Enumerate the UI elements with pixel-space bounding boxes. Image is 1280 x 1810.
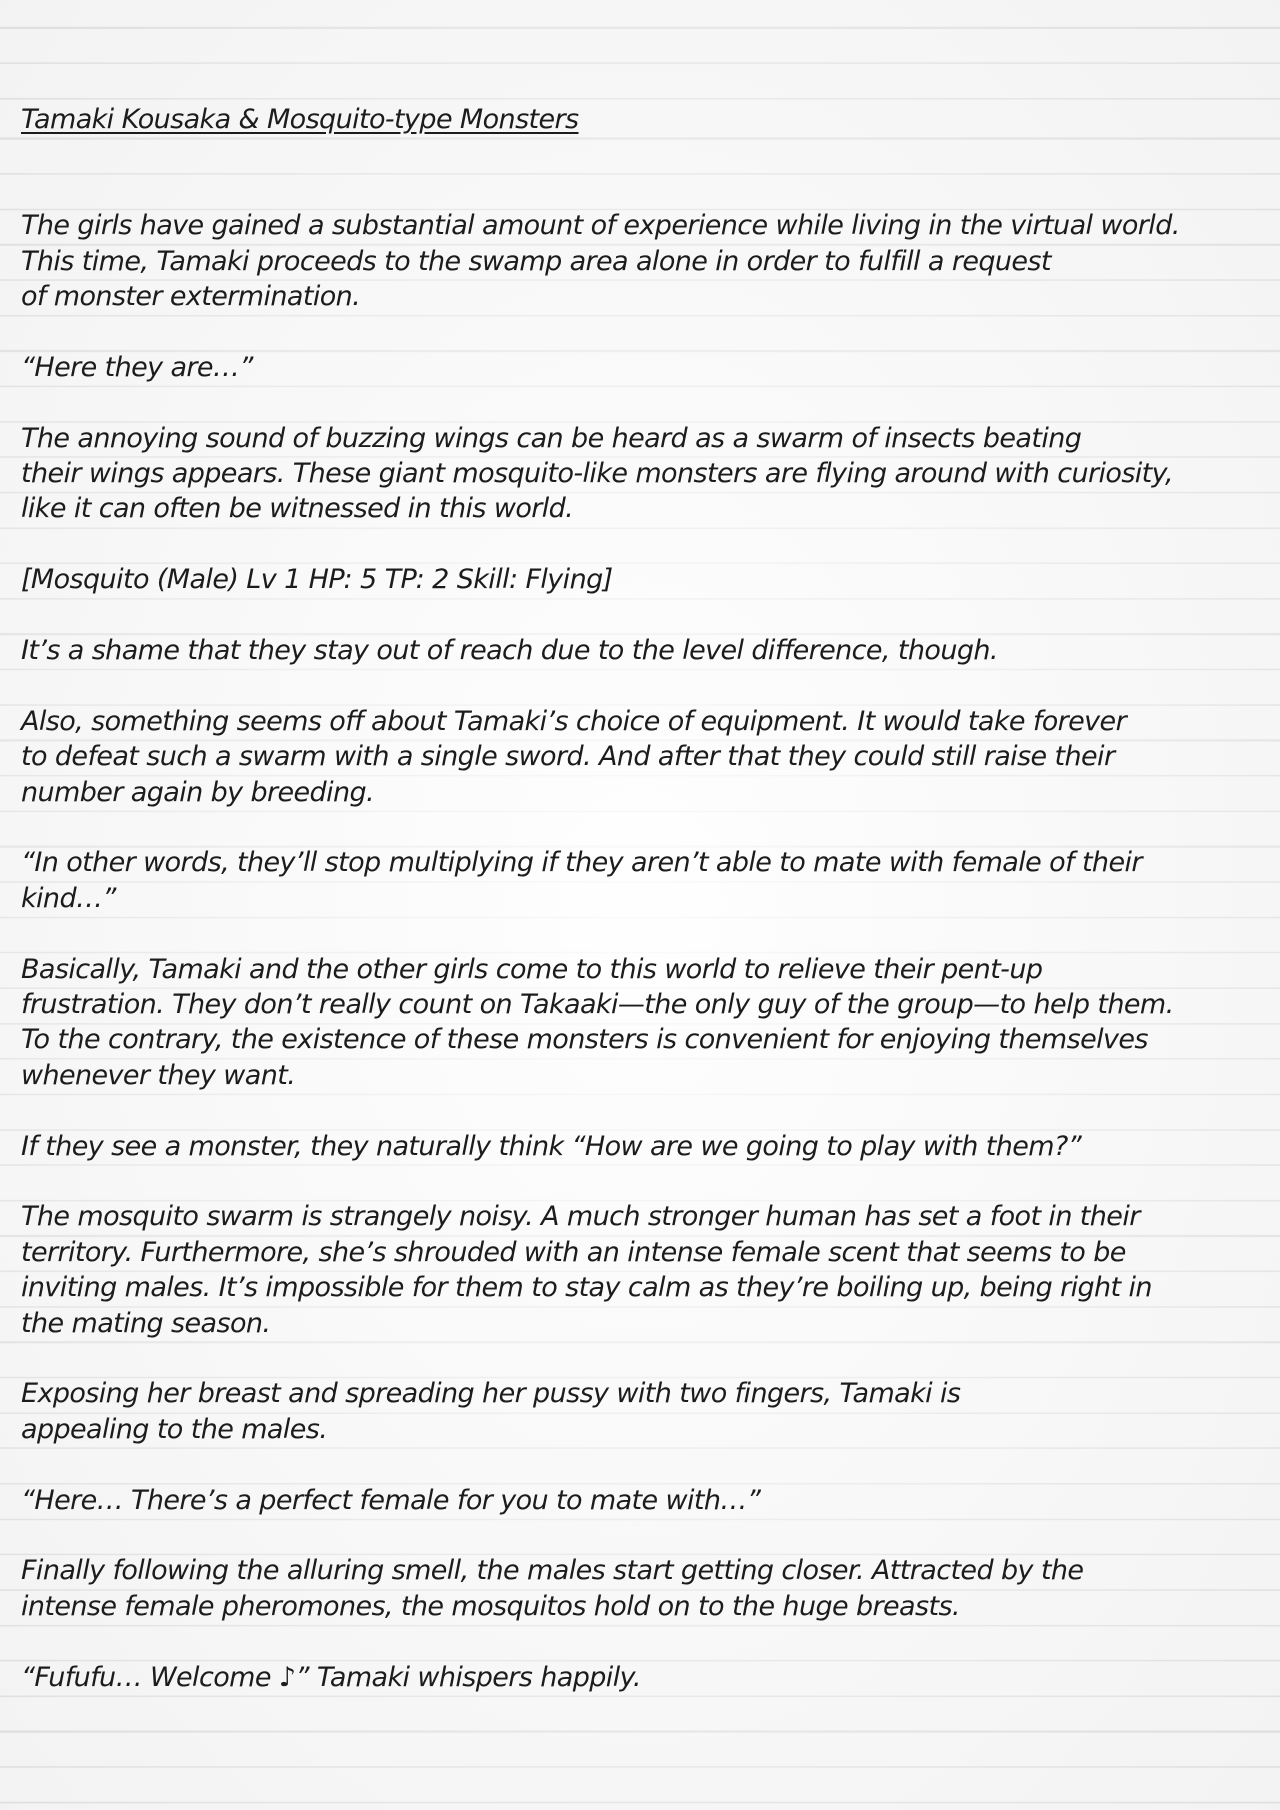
text-line: appealing to the males. xyxy=(21,1413,328,1445)
paragraph xyxy=(21,704,1261,810)
text-line: [Mosquito (Male) Lv 1 HP: 5 TP: 2 Skill: Flying] xyxy=(21,564,613,596)
paragraph xyxy=(21,1483,1261,1518)
text-line: to defeat such a swarm with a single sword. And after that they could still raise their xyxy=(21,741,1115,773)
text-line: Exposing her breast and spreading her pussy with two fingers, Tamaki is xyxy=(21,1378,961,1410)
text-line: The girls have gained a substantial amount of experience while living in the virtual world. xyxy=(21,210,1180,242)
text-line: Basically, Tamaki and the other girls come to this world to relieve their pent-up xyxy=(21,953,1043,985)
text-line: inviting males. It’s impossible for them to stay calm as they’re boiling up, being right in xyxy=(21,1272,1152,1304)
text-line: The annoying sound of buzzing wings can be heard as a swarm of insects beating xyxy=(21,422,1082,454)
paragraph xyxy=(21,952,1261,1094)
document-title: Tamaki Kousaka & Mosquito-type Monsters xyxy=(21,104,579,135)
text-line: “In other words, they’ll stop multiplying if they aren’t able to mate with female of their xyxy=(21,847,1142,879)
text-line: intense female pheromones, the mosquitos hold on to the huge breasts. xyxy=(21,1590,960,1622)
text-line: The mosquito swarm is strangely noisy. A much stronger human has set a foot in their xyxy=(21,1201,1140,1233)
text-line: like it can often be witnessed in this world. xyxy=(21,493,574,525)
text-line: frustration. They don’t really count on Takaaki—the only guy of the group—to help them. xyxy=(21,989,1174,1021)
paragraph xyxy=(21,208,1261,314)
paragraph xyxy=(21,421,1261,527)
text-line: This time, Tamaki proceeds to the swamp area alone in order to fulfill a request xyxy=(21,245,1051,277)
document-body xyxy=(21,208,1261,1695)
text-line: Finally following the alluring smell, the males start getting closer. Attracted by the xyxy=(21,1555,1084,1587)
text-line: the mating season. xyxy=(21,1307,271,1339)
text-line: kind…” xyxy=(21,882,116,914)
paragraph xyxy=(21,350,1261,385)
text-line: “Fufufu… Welcome ♪” Tamaki whispers happily. xyxy=(21,1661,641,1693)
text-line: If they see a monster, they naturally think “How are we going to play with them?” xyxy=(21,1130,1082,1162)
paragraph xyxy=(21,1660,1261,1695)
text-line: “Here… There’s a perfect female for you to mate with…” xyxy=(21,1484,761,1516)
paragraph xyxy=(21,633,1261,668)
text-line: of monster extermination. xyxy=(21,281,361,313)
paragraph xyxy=(21,845,1261,916)
paragraph xyxy=(21,562,1261,597)
paragraph xyxy=(21,1376,1261,1447)
text-line: number again by breeding. xyxy=(21,776,375,808)
text-line: To the contrary, the existence of these monsters is convenient for enjoying themselves xyxy=(21,1024,1148,1056)
text-line: their wings appears. These giant mosquito-like monsters are flying around with curiosity, xyxy=(21,458,1173,490)
paragraph xyxy=(21,1129,1261,1164)
paragraph xyxy=(21,1199,1261,1341)
document-page xyxy=(21,102,1261,1730)
text-line: “Here they are…” xyxy=(21,351,253,383)
text-line: It’s a shame that they stay out of reach due to the level difference, though. xyxy=(21,635,998,667)
text-line: whenever they want. xyxy=(21,1059,296,1091)
text-line: Also, something seems off about Tamaki’s choice of equipment. It would take forever xyxy=(21,705,1127,737)
text-line: territory. Furthermore, she’s shrouded with an intense female scent that seems to be xyxy=(21,1236,1126,1268)
paragraph xyxy=(21,1553,1261,1624)
